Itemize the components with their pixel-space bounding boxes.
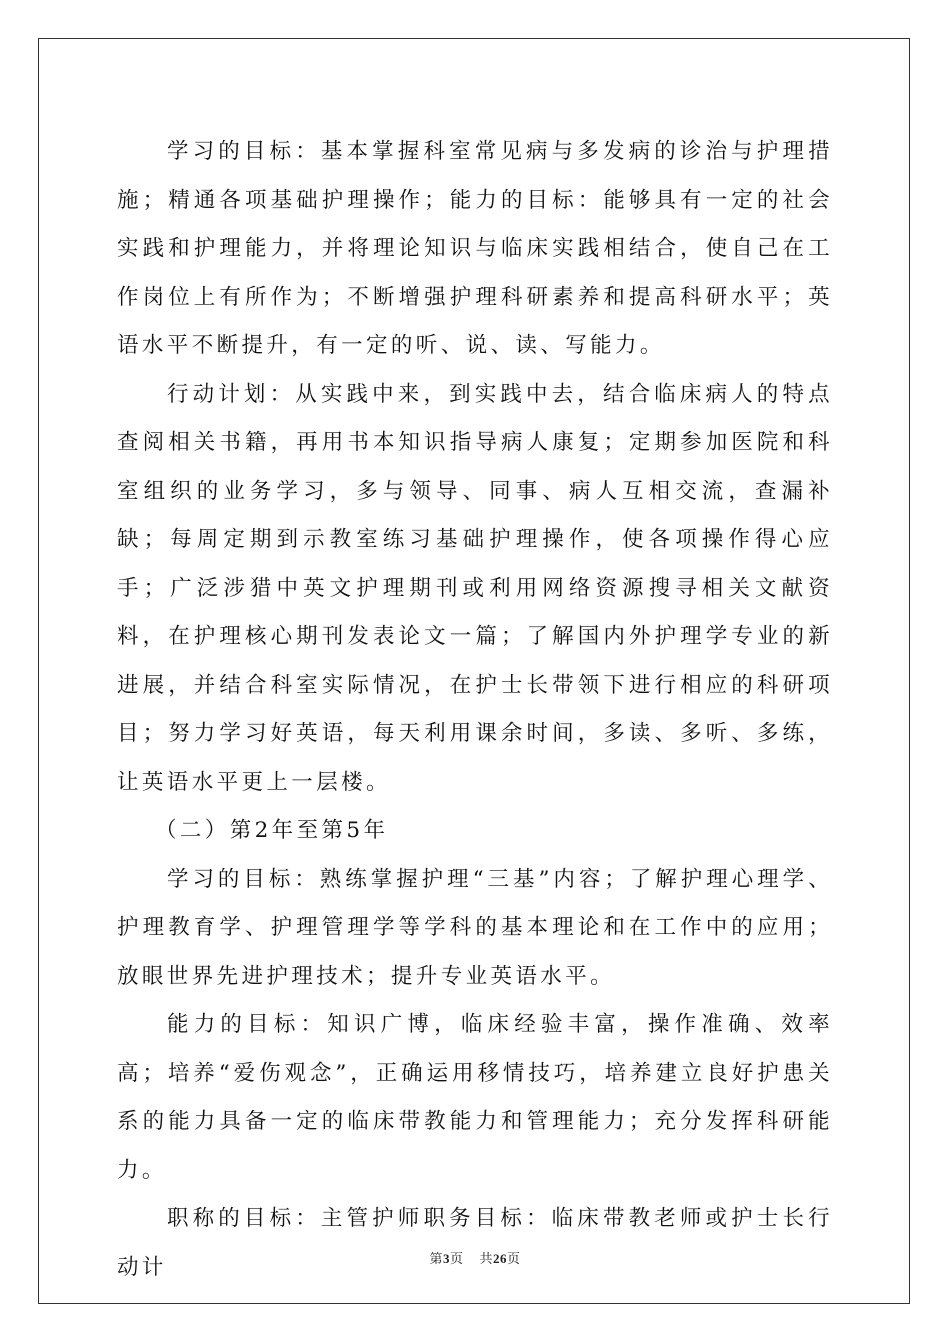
page-prefix: 第 bbox=[429, 1252, 443, 1267]
paragraph-title-goal-year2-5: 职称的目标：主管护师职务目标：临床带教老师或护士长行动计 bbox=[117, 1206, 833, 1280]
paragraph-study-goal-year1: 学习的目标：基本掌握科室常见病与多发病的诊治与护理措施；精通各项基础护理操作；能力的目标：能够具有一定的社会实践和护理能力，并将理论知识与临床实践相结合，使自己在工作岗位上有所作为；不断增强护理科研素养和提高科研水平；英语水平不断提升，有一定的听、说、读、写能力。 bbox=[117, 139, 833, 358]
total-pages: 26 bbox=[493, 1251, 508, 1266]
total-prefix: 共 bbox=[479, 1252, 494, 1267]
section-heading-year2-5: （二）第2年至第5年 bbox=[155, 818, 389, 843]
paragraph-study-goal-year2-5: 学习的目标：熟练掌握护理“三基”内容；了解护理心理学、护理教育学、护理管理学等学科的基本理论和在工作中的应用；放眼世界先进护理技术；提升专业英语水平。 bbox=[117, 866, 833, 989]
page-footer bbox=[0, 1248, 950, 1267]
document-body bbox=[117, 128, 833, 1292]
total-suffix: 页 bbox=[507, 1252, 521, 1267]
paragraph-ability-goal-year2-5: 能力的目标：知识广博，临床经验丰富，操作准确、效率高；培养“爱伤观念”，正确运用移情技巧，培养建立良好护患关系的能力具备一定的临床带教能力和管理能力；充分发挥科研能力。 bbox=[117, 1012, 833, 1183]
page-number: 3 bbox=[442, 1251, 450, 1266]
page-suffix: 页 bbox=[449, 1252, 464, 1267]
paragraph-action-plan-year1: 行动计划：从实践中来，到实践中去，结合临床病人的特点查阅相关书籍，再用书本知识指导病人康复；定期参加医院和科室组织的业务学习，多与领导、同事、病人互相交流，查漏补缺；每周定期到示教室练习基础护理操作，使各项操作得心应手；广泛涉猎中英文护理期刊或利用网络资源搜寻相关文献资料，在护理核心期刊发表论文一篇；了解国内外护理学专业的新进展，并结合科室实际情况，在护士长带领下进行相应的科研项目；努力学习好英语，每天利用课余时间，多读、多听、多练，让英语水平更上一层楼。 bbox=[117, 381, 833, 795]
